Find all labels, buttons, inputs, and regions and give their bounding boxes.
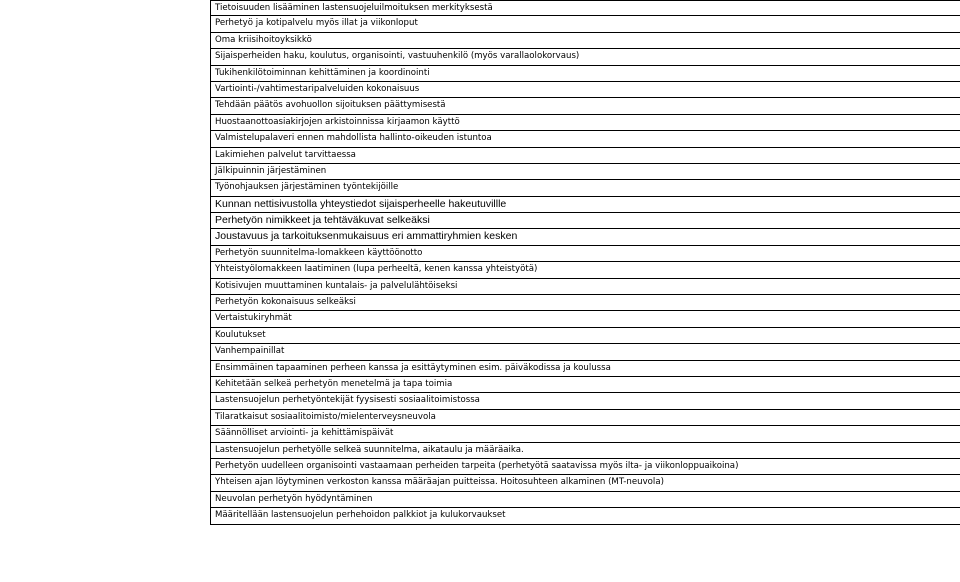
table-row[interactable]: Perhetyön nimikkeet ja tehtäväkuvat selkeäksi bbox=[211, 213, 960, 229]
table-row[interactable]: Ensimmäinen tapaaminen perheen kanssa ja esittäytyminen esim. päiväkodissa ja koulussa bbox=[211, 361, 960, 377]
table-row[interactable]: Lakimiehen palvelut tarvittaessa bbox=[211, 148, 960, 164]
table-row[interactable]: Vanhempainillat bbox=[211, 344, 960, 360]
table-row[interactable]: Yhteisen ajan löytyminen verkoston kanssa määräajan puitteissa. Hoitosuhteen alkaminen (MT-neuvola) bbox=[211, 475, 960, 491]
table-row[interactable]: Tehdään päätös avohuollon sijoituksen päättymisestä bbox=[211, 98, 960, 114]
table-row[interactable]: Yhteistyölomakkeen laatiminen (lupa perheeltä, kenen kanssa yhteistyötä) bbox=[211, 262, 960, 278]
table-row[interactable]: Lastensuojelun perhetyölle selkeä suunnitelma, aikataulu ja määräaika. bbox=[211, 443, 960, 459]
table-row[interactable]: Neuvolan perhetyön hyödyntäminen bbox=[211, 492, 960, 508]
table-row[interactable]: Valmistelupalaveri ennen mahdollista hallinto-oikeuden istuntoa bbox=[211, 131, 960, 147]
table-row[interactable]: Säännölliset arviointi- ja kehittämispäivät bbox=[211, 426, 960, 442]
table-row[interactable]: Vartiointi-/vahtimestaripalveluiden kokonaisuus bbox=[211, 82, 960, 98]
table-row[interactable]: Huostaanottoasiakirjojen arkistoinnissa kirjaamon käyttö bbox=[211, 115, 960, 131]
table-row[interactable]: Koulutukset bbox=[211, 328, 960, 344]
table-row[interactable]: Joustavuus ja tarkoituksenmukaisuus eri ammattiryhmien kesken bbox=[211, 229, 960, 245]
table-row[interactable]: Perhetyö ja kotipalvelu myös illat ja viikonloput bbox=[211, 16, 960, 32]
spreadsheet-column bbox=[210, 0, 960, 525]
table-row[interactable]: Lastensuojelun perhetyöntekijät fyysisesti sosiaalitoimistossa bbox=[211, 393, 960, 409]
table-row[interactable]: Vertaistukiryhmät bbox=[211, 311, 960, 327]
table-row[interactable]: Perhetyön suunnitelma-lomakkeen käyttöönotto bbox=[211, 246, 960, 262]
table-row[interactable]: Kehitetään selkeä perhetyön menetelmä ja tapa toimia bbox=[211, 377, 960, 393]
table-row[interactable]: Kunnan nettisivustolla yhteystiedot sijaisperheelle hakeutuvillle bbox=[211, 197, 960, 213]
table-row[interactable]: Perhetyön kokonaisuus selkeäksi bbox=[211, 295, 960, 311]
table-row[interactable]: Kotisivujen muuttaminen kuntalais- ja palvelulähtöiseksi bbox=[211, 279, 960, 295]
table-row[interactable]: Perhetyön uudelleen organisointi vastaamaan perheiden tarpeita (perhetyötä saatavissa myös ilta- ja viikonloppuaikoina) bbox=[211, 459, 960, 475]
table-row[interactable]: Tilaratkaisut sosiaalitoimisto/mielenterveysneuvola bbox=[211, 410, 960, 426]
table-row[interactable]: Määritellään lastensuojelun perhehoidon palkkiot ja kulukorvaukset bbox=[211, 508, 960, 524]
table-row[interactable]: Oma kriisihoitoyksikkö bbox=[211, 33, 960, 49]
table-row[interactable]: Tukihenkilötoiminnan kehittäminen ja koordinointi bbox=[211, 66, 960, 82]
table-row[interactable]: Sijaisperheiden haku, koulutus, organisointi, vastuuhenkilö (myös varallaolokorvaus) bbox=[211, 49, 960, 65]
table-row[interactable]: Työnohjauksen järjestäminen työntekijöille bbox=[211, 180, 960, 196]
table-row[interactable]: Tietoisuuden lisääminen lastensuojeluilmoituksen merkityksestä bbox=[211, 0, 960, 16]
table-row[interactable]: Jälkipuinnin järjestäminen bbox=[211, 164, 960, 180]
